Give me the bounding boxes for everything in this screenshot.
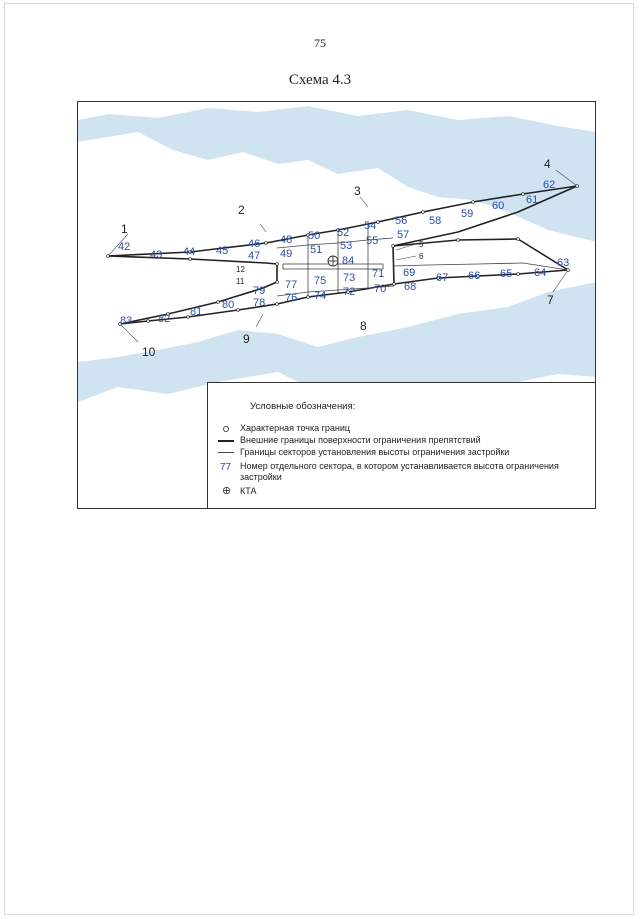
- boundary-point: [237, 309, 240, 312]
- legend-item-text: Номер отдельного сектора, в котором устанавливается высота ограничения застройки: [240, 461, 559, 482]
- legend: [207, 382, 596, 509]
- sector-number: 73: [343, 272, 356, 284]
- boundary-point: [576, 185, 579, 188]
- corner-label: 12: [236, 265, 245, 274]
- sector-number: 42: [118, 241, 131, 253]
- boundary-point: [472, 201, 475, 204]
- sector-number: 79: [253, 285, 266, 297]
- sector-number: 57: [397, 229, 410, 241]
- sector-number: 43: [150, 249, 163, 261]
- boundary-point: [265, 242, 268, 245]
- corner-label: 5: [419, 240, 424, 249]
- crosshair-circle-icon: ⊕: [222, 485, 232, 497]
- sector-number: 82: [158, 313, 171, 325]
- sector-number: 53: [340, 240, 353, 252]
- sector-number: 76: [285, 292, 298, 304]
- corner-label: 4: [544, 157, 551, 171]
- legend-item-text: Границы секторов установления высоты ограничения застройки: [240, 447, 510, 457]
- sector-number: 47: [248, 250, 261, 262]
- sector-number: 52: [337, 227, 350, 239]
- sector-number: 75: [314, 275, 327, 287]
- sector-number: 70: [374, 283, 387, 295]
- thick-line-icon: [216, 435, 238, 446]
- boundary-point: [276, 303, 279, 306]
- sector-number: 80: [222, 299, 235, 311]
- boundary-point: [377, 221, 380, 224]
- sector-number: 77: [285, 279, 298, 291]
- boundary-point: [393, 283, 396, 286]
- boundary-point: [187, 316, 190, 319]
- sector-number: 48: [280, 234, 293, 246]
- sector-number: 74: [314, 290, 327, 302]
- sector-number: 68: [404, 281, 417, 293]
- sector-number: 63: [557, 257, 570, 269]
- legend-item-text: Характерная точка границ: [240, 423, 351, 433]
- boundary-point: [567, 269, 570, 272]
- corner-label: 1: [121, 222, 128, 236]
- boundary-point: [522, 193, 525, 196]
- sector-number: 59: [461, 208, 474, 220]
- boundary-point: [217, 301, 220, 304]
- corner-label: 9: [243, 332, 250, 346]
- corner-label: 11: [236, 277, 245, 286]
- sector-number: 55: [366, 235, 379, 247]
- legend-item-text: КТА: [240, 486, 257, 496]
- sector-number: 60: [492, 200, 505, 212]
- sector-number: 45: [216, 245, 229, 257]
- sector-number: 65: [500, 268, 513, 280]
- corner-label: 7: [547, 293, 554, 307]
- sector-number: 58: [429, 215, 442, 227]
- legend-item-text: Внешние границы поверхности ограничения препятствий: [240, 435, 481, 445]
- sector-number: 66: [468, 270, 481, 282]
- boundary-point: [107, 255, 110, 258]
- sector-number: 49: [280, 248, 293, 260]
- corner-label: 3: [354, 184, 361, 198]
- corner-label: 10: [142, 345, 156, 359]
- sector-number: 72: [343, 286, 356, 298]
- boundary-point: [457, 239, 460, 242]
- corner-label: 2: [238, 203, 245, 217]
- sector-number: 61: [526, 194, 539, 206]
- sector-number: 56: [395, 215, 408, 227]
- kta-icon: [328, 256, 338, 266]
- legend-title: Условные обозначения:: [250, 401, 356, 412]
- boundary-point: [392, 245, 395, 248]
- sector-number: 81: [190, 306, 203, 318]
- sector-number: 78: [253, 297, 266, 309]
- outer-boundary: [393, 246, 394, 284]
- map-frame: [77, 101, 596, 509]
- small-circle-icon: [216, 423, 238, 434]
- sector-number: 71: [372, 268, 385, 280]
- sector-number: 62: [543, 179, 556, 191]
- thin-line-icon: [216, 447, 238, 458]
- sector-number: 50: [308, 230, 321, 242]
- sector-number: 54: [364, 220, 377, 232]
- sector-number: 83: [120, 315, 133, 327]
- sector-number: 69: [403, 267, 416, 279]
- scheme-title: Схема 4.3: [288, 72, 352, 88]
- boundary-point: [276, 263, 279, 266]
- boundary-point: [189, 258, 192, 261]
- corner-label: 6: [419, 252, 424, 261]
- sector-number-sample: 77: [220, 462, 232, 473]
- boundary-point: [517, 238, 520, 241]
- sector-number: 44: [183, 246, 196, 258]
- corner-label: 8: [360, 319, 367, 333]
- sector-number: 46: [248, 238, 261, 250]
- boundary-point: [276, 281, 279, 284]
- page-number: 75: [314, 36, 326, 50]
- sector-number: 64: [534, 267, 547, 279]
- sector-number: 51: [310, 244, 323, 256]
- boundary-point: [307, 296, 310, 299]
- boundary-point: [422, 211, 425, 214]
- boundary-point: [147, 320, 150, 323]
- boundary-point: [517, 273, 520, 276]
- sector-number: 84: [342, 255, 355, 267]
- sector-number: 67: [436, 272, 449, 284]
